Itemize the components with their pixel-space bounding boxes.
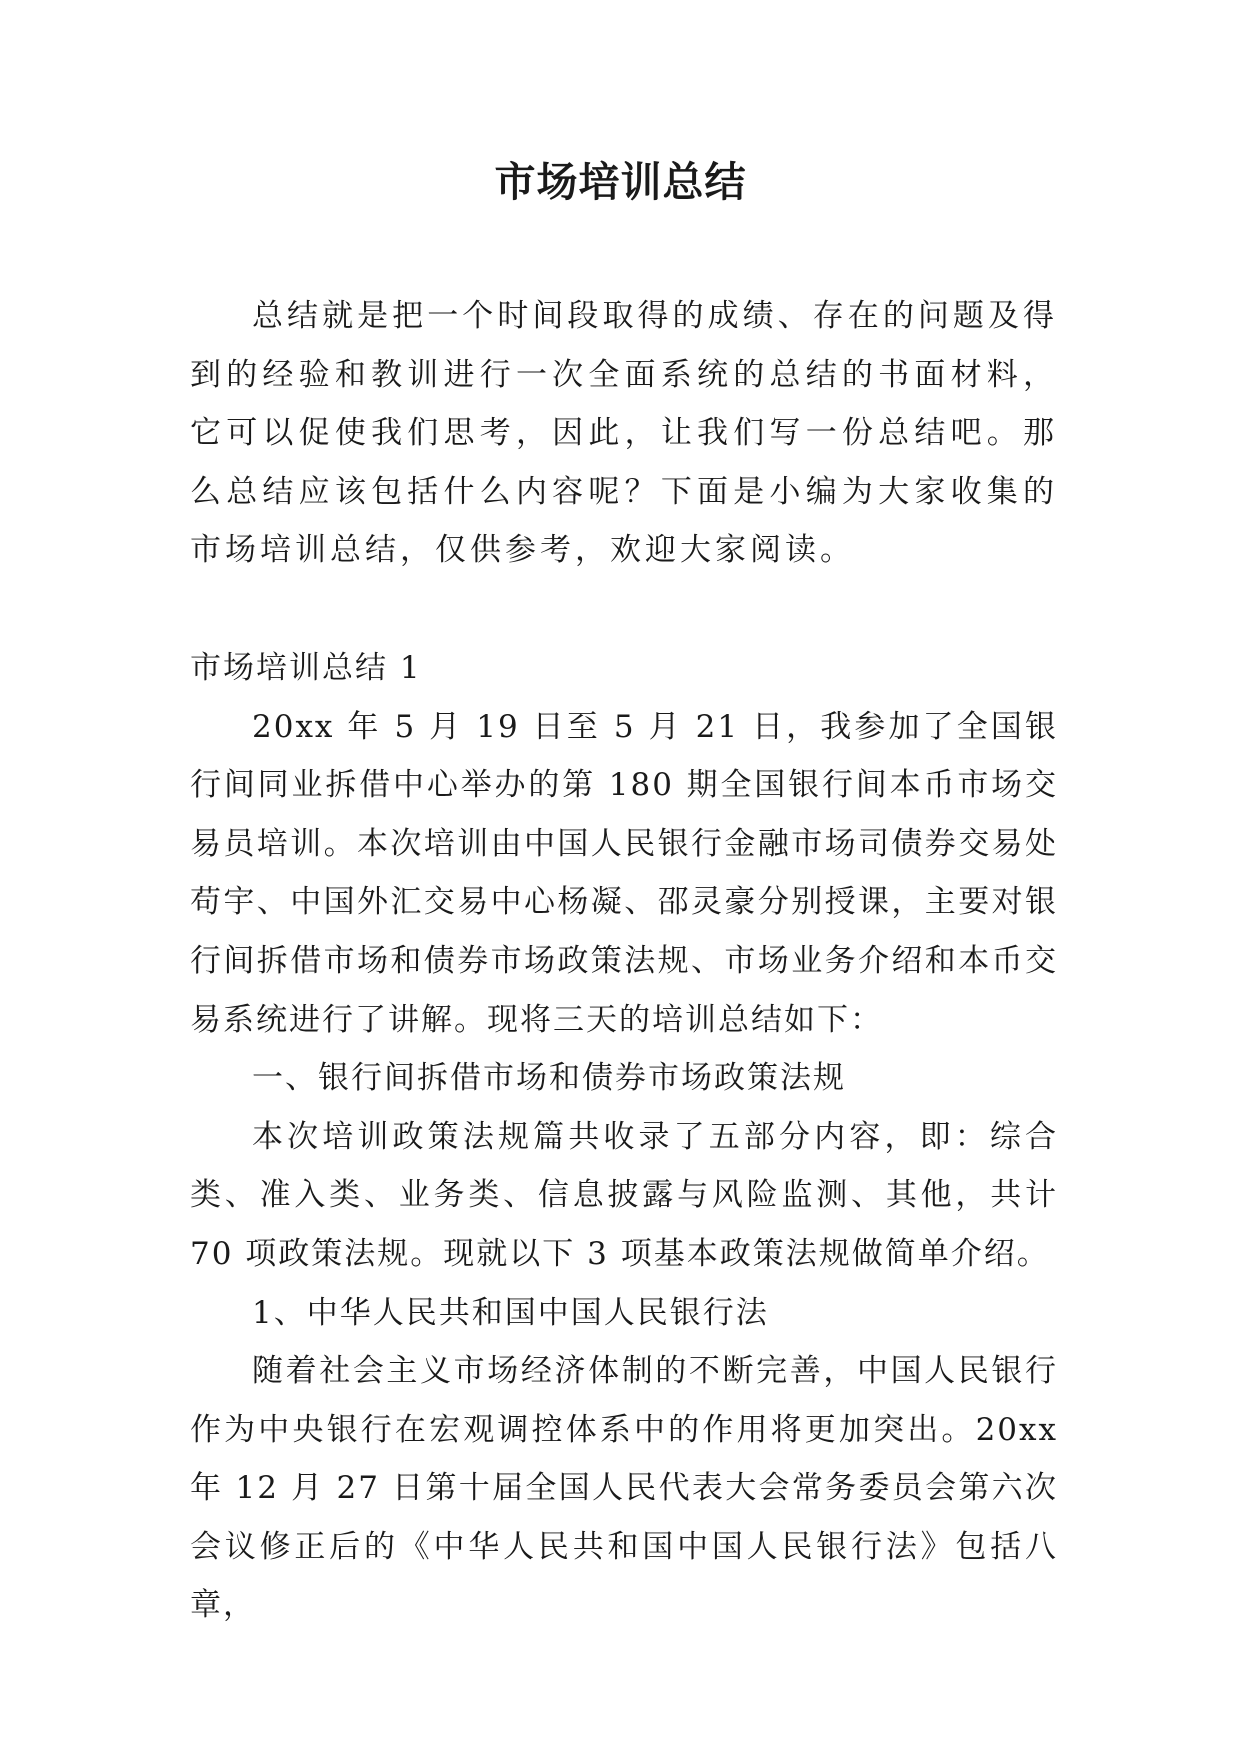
intro-paragraph: 总结就是把一个时间段取得的成绩、存在的问题及得到的经验和教训进行一次全面系统的总结的书面材料，它可以促使我们思考，因此，让我们写一份总结吧。那么总结应该包括什么内容呢？下面是小编为大家收集的市场培训总结，仅供参考，欢迎大家阅读。 bbox=[190, 298, 1058, 569]
subheading-law: 1、中华人民共和国中国人民银行法 bbox=[252, 1294, 769, 1331]
section-heading: 市场培训总结 1 bbox=[190, 649, 422, 686]
section-body bbox=[190, 698, 1058, 1636]
section-paragraph: 本次培训政策法规篇共收录了五部分内容，即：综合类、准入类、业务类、信息披露与风险监测、其他，共计 70 项政策法规。现就以下 3 项基本政策法规做简单介绍。 bbox=[190, 1118, 1058, 1272]
paragraph-spacer bbox=[190, 580, 1058, 639]
subheading-policy: 一、银行间拆借市场和债券市场政策法规 bbox=[252, 1060, 846, 1097]
section-paragraph: 20xx 年 5 月 19 日至 5 月 21 日，我参加了全国银行间同业拆借中心举办的第 180 期全国银行间本币市场交易员培训。本次培训由中国人民银行金融市场司债券交易处苟宇、中国外汇交易中心杨凝、邵灵豪分别授课，主要对银行间拆借市场和债券市场政策法规、市场业务介绍和本币交易系统进行了讲解。现将三天的培训总结如下： bbox=[190, 708, 1058, 1038]
document-body bbox=[190, 287, 1058, 1635]
document-title: 市场培训总结 bbox=[494, 158, 747, 206]
section-paragraph: 随着社会主义市场经济体制的不断完善，中国人民银行作为中央银行在宏观调控体系中的作用将更加突出。20xx 年 12 月 27 日第十届全国人民代表大会常务委员会第六次会议修正后的《中华人民共和国中国人民银行法》包括八章， bbox=[190, 1353, 1058, 1624]
